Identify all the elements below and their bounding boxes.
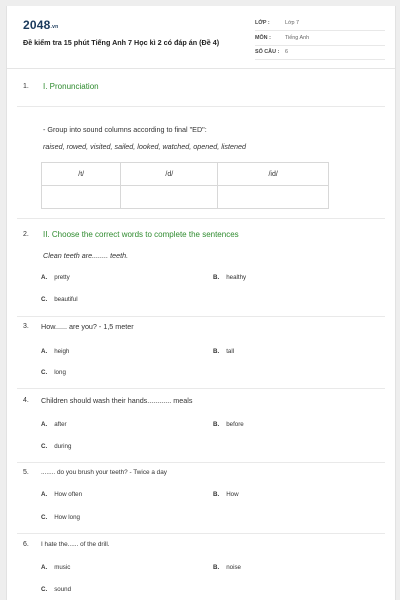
column-header: /id/: [218, 163, 329, 186]
column-header: /d/: [121, 163, 218, 186]
section-title: II. Choose the correct words to complete the sentences: [43, 230, 239, 239]
meta-value: Lớp 7: [285, 20, 300, 26]
divider: [17, 106, 385, 107]
option-b[interactable]: B. noise: [213, 564, 241, 571]
option-c[interactable]: C. sound: [41, 586, 72, 593]
section-title: I. Pronunciation: [43, 82, 99, 91]
meta-value: Tiếng Anh: [285, 35, 310, 41]
site-logo[interactable]: 2048.vn: [23, 18, 59, 32]
divider: [17, 462, 385, 463]
meta-label: LỚP :: [255, 20, 270, 26]
option-b[interactable]: B. before: [213, 421, 244, 428]
column-header: /t/: [42, 163, 121, 186]
answer-cell[interactable]: [218, 186, 329, 209]
document-page: [6, 6, 396, 600]
meta-label: SỐ CÂU :: [255, 49, 280, 55]
meta-count-row: [255, 45, 385, 60]
question-number: 1.: [23, 83, 29, 90]
question-number: 3.: [23, 323, 29, 330]
option-b[interactable]: B. healthy: [213, 274, 247, 281]
question-number: 6.: [23, 541, 29, 548]
option-b[interactable]: B. tall: [213, 348, 235, 355]
question-text: I hate the...... of the drill.: [41, 541, 110, 548]
divider: [17, 388, 385, 389]
meta-label: MÔN :: [255, 35, 271, 41]
meta-value: 6: [285, 49, 288, 55]
option-b[interactable]: B. How: [213, 491, 239, 498]
word-list: raised, rowed, visited, sailed, looked, watched, opened, listened: [43, 142, 246, 151]
question-number: 5.: [23, 469, 29, 476]
question-text: Children should wash their hands............ meals: [41, 396, 193, 405]
option-a[interactable]: A. heigh: [41, 348, 70, 355]
meta-class-row: [255, 16, 385, 31]
question-text: Clean teeth are........ teeth.: [43, 251, 129, 260]
option-c[interactable]: C. beautiful: [41, 296, 78, 303]
answer-cell[interactable]: [121, 186, 218, 209]
question-instruction: - Group into sound columns according to final "ED":: [43, 125, 207, 134]
option-a[interactable]: A. music: [41, 564, 71, 571]
option-a[interactable]: A. pretty: [41, 274, 70, 281]
meta-subject-row: [255, 31, 385, 46]
divider: [17, 316, 385, 317]
page-title: Đề kiểm tra 15 phút Tiếng Anh 7 Học kì 2 có đáp án (Đề 4): [23, 38, 220, 47]
option-c[interactable]: C. How long: [41, 514, 80, 521]
question-text: ........ do you brush your teeth? - Twice a day: [41, 469, 167, 476]
option-c[interactable]: C. long: [41, 369, 66, 376]
question-number: 4.: [23, 397, 29, 404]
question-text: How...... are you? - 1,5 meter: [41, 322, 134, 331]
option-a[interactable]: A. How often: [41, 491, 83, 498]
answer-cell[interactable]: [42, 186, 121, 209]
option-a[interactable]: A. after: [41, 421, 67, 428]
divider: [17, 218, 385, 219]
option-c[interactable]: C. during: [41, 443, 72, 450]
sound-table: [41, 162, 329, 209]
question-number: 2.: [23, 231, 29, 238]
document-header: [7, 6, 395, 69]
divider: [17, 533, 385, 534]
